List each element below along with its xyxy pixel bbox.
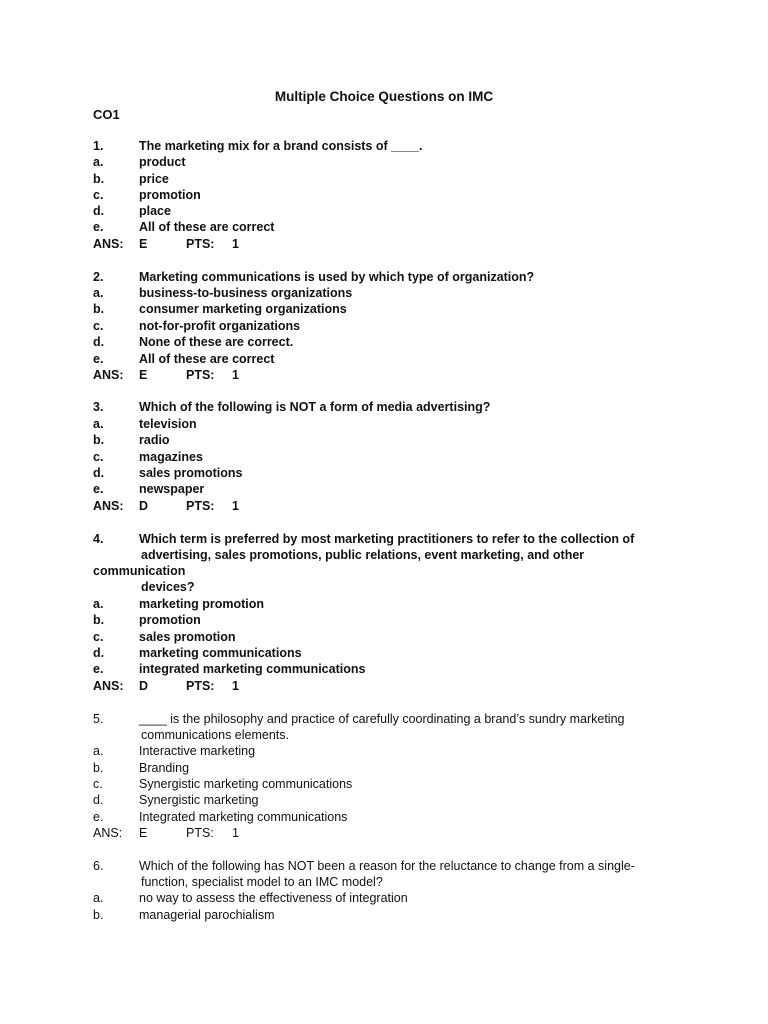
option-letter: a. bbox=[93, 155, 104, 169]
option-text: marketing communications bbox=[139, 646, 302, 660]
option-text: magazines bbox=[139, 450, 203, 464]
option-letter: a. bbox=[93, 597, 104, 611]
answer-value: E bbox=[139, 826, 148, 840]
option-letter: c. bbox=[93, 777, 103, 791]
option-letter: a. bbox=[93, 744, 104, 758]
option-text: consumer marketing organizations bbox=[139, 302, 347, 316]
option-letter: b. bbox=[93, 172, 105, 186]
option-text: integrated marketing communications bbox=[139, 662, 366, 676]
option-letter: c. bbox=[93, 188, 104, 202]
option-letter: e. bbox=[93, 352, 104, 366]
question-text: Which of the following is NOT a form of media advertising? bbox=[139, 400, 491, 414]
option-text: newspaper bbox=[139, 482, 205, 496]
option-text: product bbox=[139, 155, 186, 169]
points-label: PTS: bbox=[186, 368, 215, 382]
option-text: price bbox=[139, 172, 169, 186]
option-text: no way to assess the effectiveness of integration bbox=[139, 891, 408, 905]
question-text: Marketing communications is used by which type of organization? bbox=[139, 270, 535, 284]
question-text: function, specialist model to an IMC model? bbox=[141, 875, 383, 889]
option-letter: b. bbox=[93, 908, 104, 922]
option-letter: c. bbox=[93, 630, 104, 644]
option-letter: e. bbox=[93, 482, 104, 496]
option-letter: a. bbox=[93, 417, 104, 431]
option-letter: a. bbox=[93, 286, 104, 300]
question-number: 1. bbox=[93, 139, 104, 153]
option-text: Interactive marketing bbox=[139, 744, 256, 758]
points-value: 1 bbox=[232, 368, 239, 382]
question-number: 3. bbox=[93, 400, 104, 414]
question-number: 2. bbox=[93, 270, 104, 284]
points-label: PTS: bbox=[186, 826, 214, 840]
question-text: Which of the following has NOT been a reason for the reluctance to change from a single- bbox=[139, 859, 635, 873]
option-text: None of these are correct. bbox=[139, 335, 294, 349]
option-letter: b. bbox=[93, 302, 105, 316]
points-value: 1 bbox=[232, 679, 239, 693]
option-text: Synergistic marketing bbox=[139, 793, 259, 807]
option-text: Synergistic marketing communications bbox=[139, 777, 353, 791]
points-value: 1 bbox=[232, 826, 239, 840]
question-text: communication bbox=[93, 564, 186, 578]
option-letter: b. bbox=[93, 761, 104, 775]
question-text: ____ is the philosophy and practice of carefully coordinating a brand’s sundry marketing bbox=[139, 712, 625, 726]
option-text: promotion bbox=[139, 613, 201, 627]
option-text: sales promotion bbox=[139, 630, 236, 644]
option-letter: d. bbox=[93, 646, 105, 660]
option-text: television bbox=[139, 417, 197, 431]
question-text: The marketing mix for a brand consists of ____. bbox=[139, 139, 423, 153]
option-text: promotion bbox=[139, 188, 201, 202]
option-letter: a. bbox=[93, 891, 104, 905]
option-letter: d. bbox=[93, 204, 105, 218]
option-letter: e. bbox=[93, 220, 104, 234]
option-letter: d. bbox=[93, 335, 105, 349]
question-number: 4. bbox=[93, 532, 104, 546]
option-text: All of these are correct bbox=[139, 352, 275, 366]
answer-value: E bbox=[139, 368, 148, 382]
question-number: 6. bbox=[93, 859, 104, 873]
points-label: PTS: bbox=[186, 679, 215, 693]
option-text: marketing promotion bbox=[139, 597, 265, 611]
document-title: Multiple Choice Questions on IMC bbox=[274, 89, 494, 104]
question-text: advertising, sales promotions, public relations, event marketing, and other bbox=[141, 548, 585, 562]
option-text: radio bbox=[139, 433, 170, 447]
option-text: All of these are correct bbox=[139, 220, 275, 234]
option-letter: e. bbox=[93, 662, 104, 676]
option-text: Branding bbox=[139, 761, 190, 775]
question-text: communications elements. bbox=[141, 728, 289, 742]
option-letter: c. bbox=[93, 319, 104, 333]
option-letter: c. bbox=[93, 450, 104, 464]
answer-value: D bbox=[139, 679, 149, 693]
answer-label: ANS: bbox=[93, 679, 124, 693]
option-letter: b. bbox=[93, 433, 105, 447]
option-text: sales promotions bbox=[139, 466, 243, 480]
option-text: Integrated marketing communications bbox=[139, 810, 348, 824]
answer-label: ANS: bbox=[93, 499, 124, 513]
points-value: 1 bbox=[232, 237, 239, 251]
question-number: 5. bbox=[93, 712, 104, 726]
option-letter: d. bbox=[93, 793, 104, 807]
answer-value: E bbox=[139, 237, 148, 251]
answer-value: D bbox=[139, 499, 149, 513]
option-text: business-to-business organizations bbox=[139, 286, 353, 300]
answer-label: ANS: bbox=[93, 368, 124, 382]
option-text: not-for-profit organizations bbox=[139, 319, 301, 333]
option-letter: b. bbox=[93, 613, 105, 627]
answer-label: ANS: bbox=[93, 826, 123, 840]
points-label: PTS: bbox=[186, 499, 215, 513]
question-text: devices? bbox=[141, 580, 195, 594]
points-label: PTS: bbox=[186, 237, 215, 251]
answer-label: ANS: bbox=[93, 237, 124, 251]
option-text: managerial parochialism bbox=[139, 908, 275, 922]
option-text: place bbox=[139, 204, 171, 218]
points-value: 1 bbox=[232, 499, 239, 513]
option-letter: d. bbox=[93, 466, 105, 480]
section-label: CO1 bbox=[93, 107, 120, 122]
option-letter: e. bbox=[93, 810, 104, 824]
question-text: Which term is preferred by most marketing practitioners to refer to the collection of bbox=[139, 532, 635, 546]
